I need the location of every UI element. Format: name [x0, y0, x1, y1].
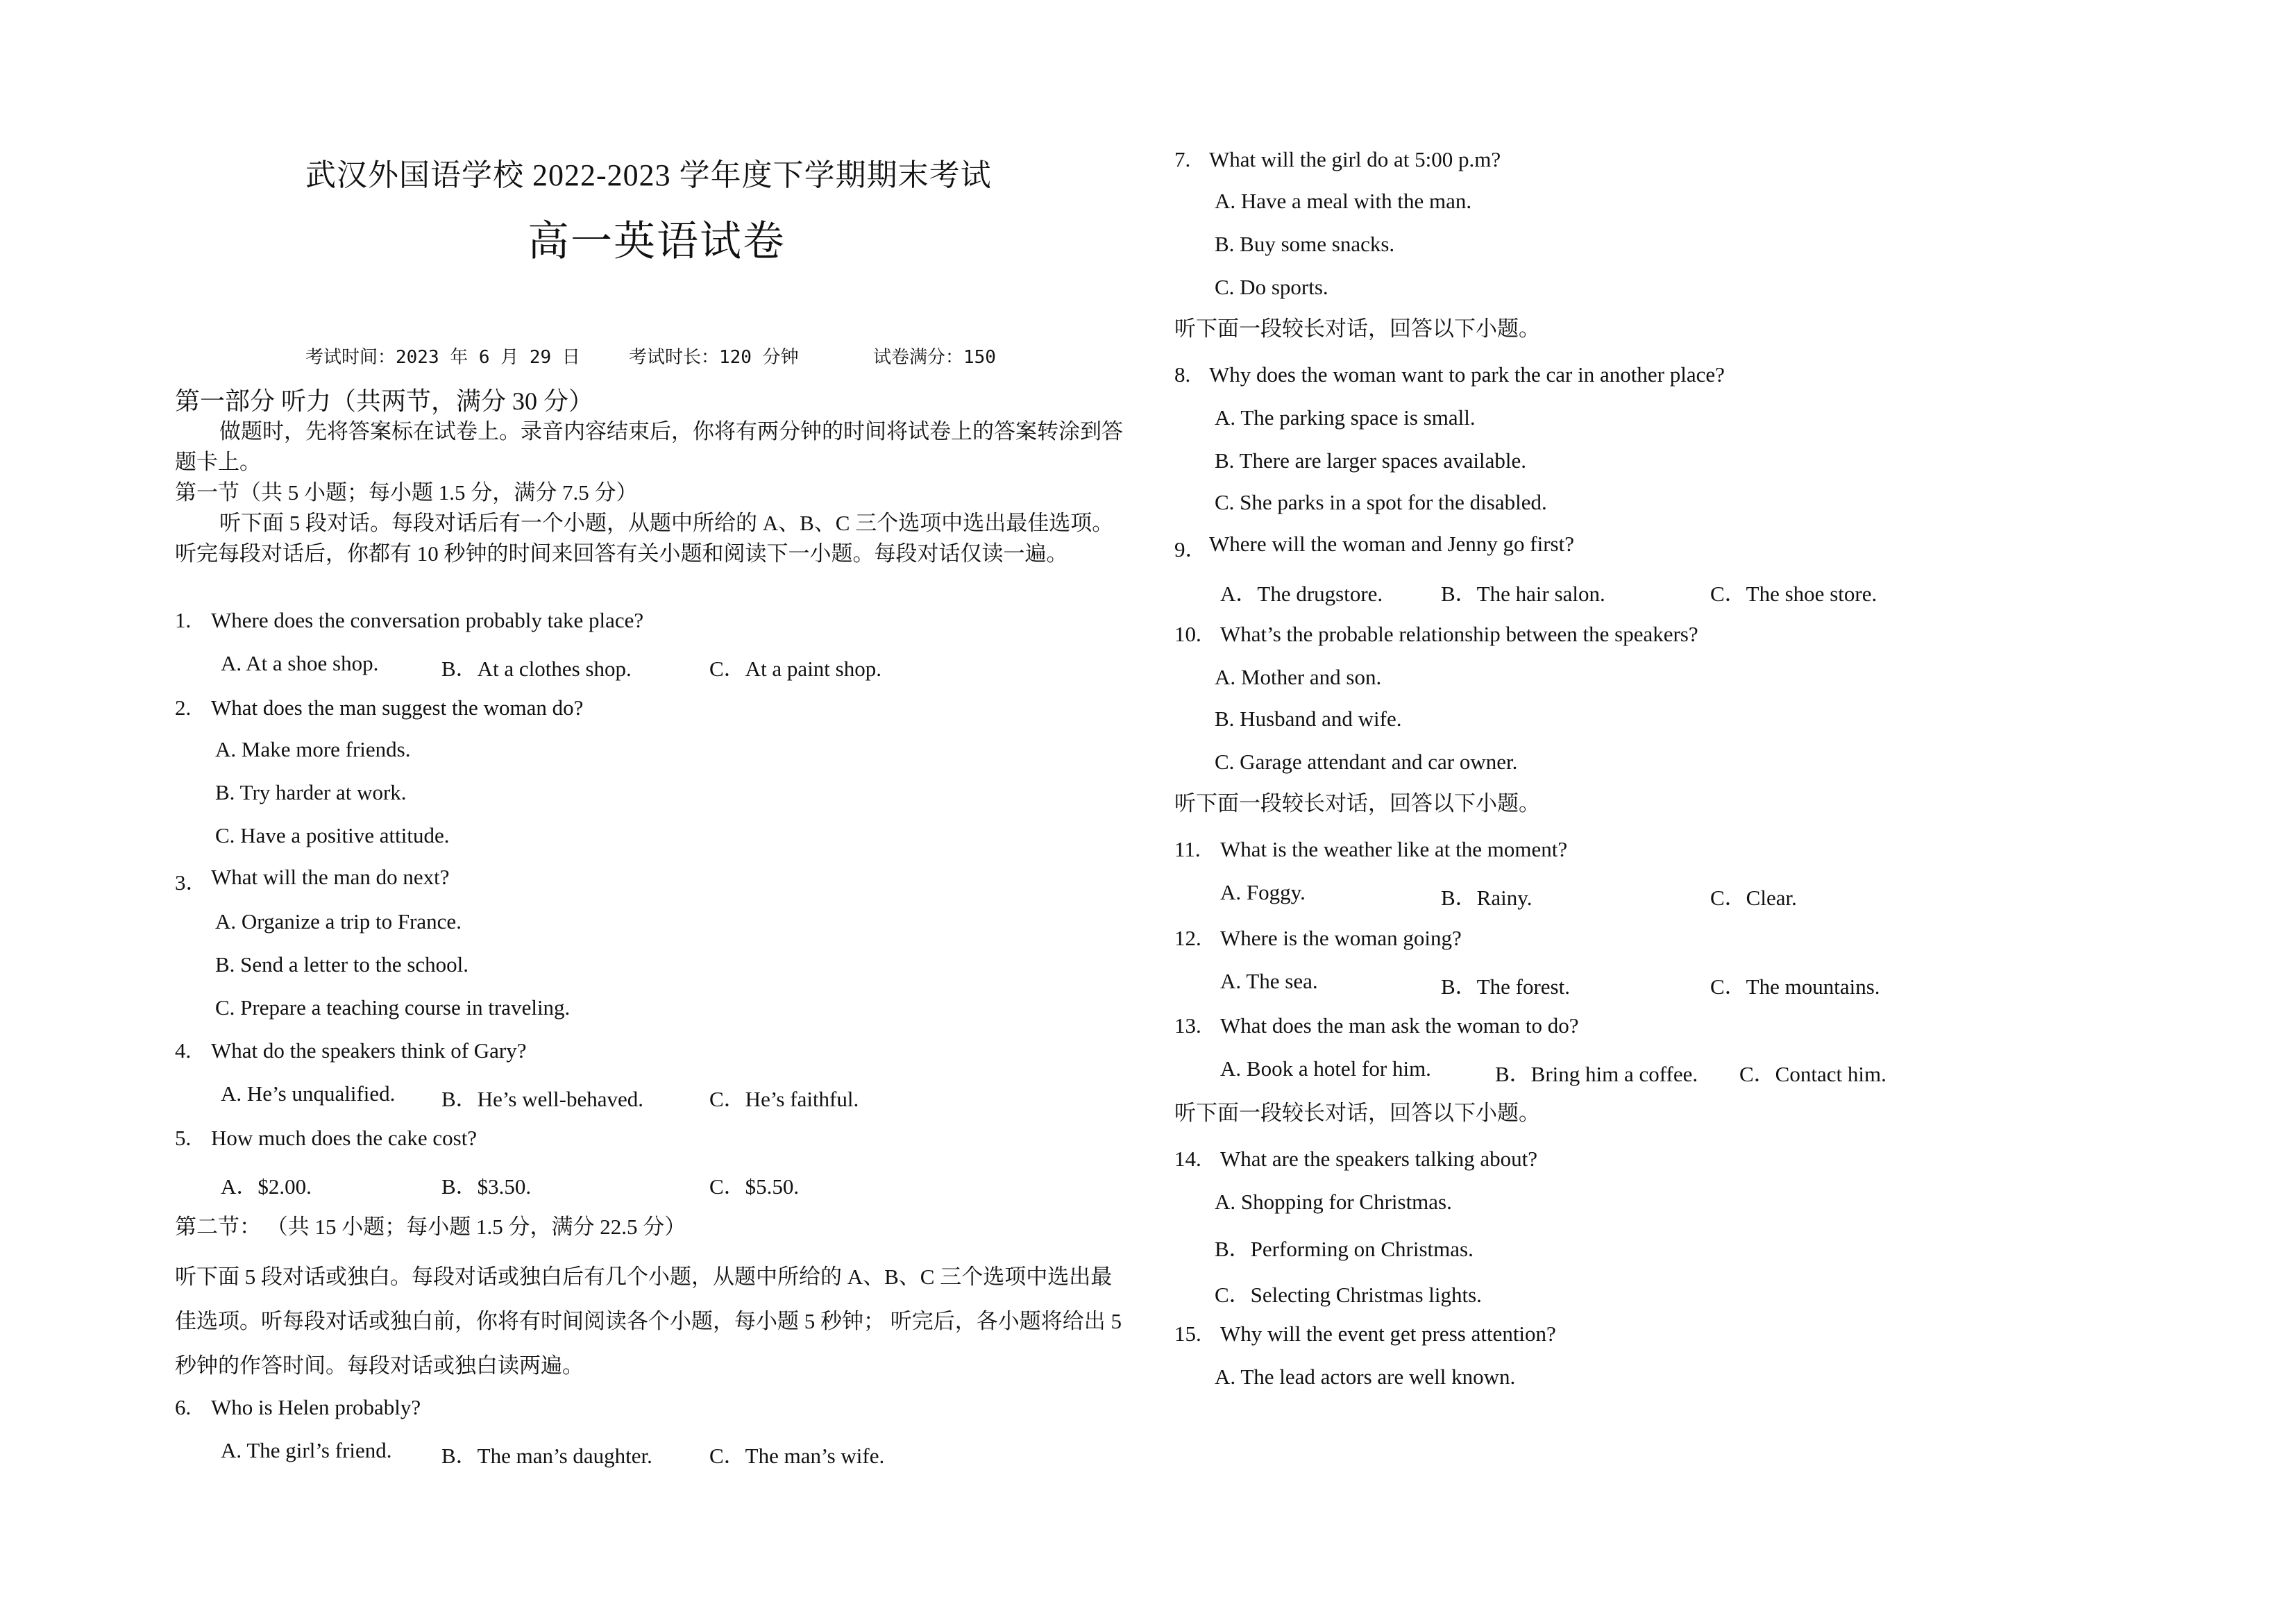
option-b: B．$3.50.: [441, 1174, 532, 1199]
option-b: B. Husband and wife.: [1215, 707, 1402, 731]
option-a: A. Shopping for Christmas.: [1215, 1190, 1452, 1214]
question-text: What will the man do next?: [211, 865, 450, 889]
option-a: A. The parking space is small.: [1215, 405, 1476, 430]
option-a: A. At a shoe shop.: [221, 651, 379, 675]
option-c: C. Garage attendant and car owner.: [1215, 750, 1518, 774]
option-a: A．$2.00.: [221, 1174, 312, 1199]
option-b: B. Send a letter to the school.: [215, 952, 469, 977]
question-number: 9．: [1174, 537, 1207, 561]
question-number: 11.: [1174, 837, 1201, 861]
option-a: A. The sea.: [1220, 969, 1318, 993]
option-c: C．At a paint shop.: [709, 657, 881, 681]
option-b: B．Bring him a coffee.: [1495, 1062, 1698, 1086]
exam-duration: 考试时长：120 分钟: [629, 347, 799, 368]
school-exam-line: 武汉外国语学校 2022-2023 学年度下学期期末考试: [305, 158, 992, 192]
option-c: C．$5.50.: [709, 1174, 800, 1199]
part1-instructions: 做题时，先将答案标在试卷上。录音内容结束后，你将有两分钟的时间将试卷上的答案转涂到答题卡上。: [175, 419, 1123, 474]
question-text: Where will the woman and Jenny go first?: [1209, 532, 1574, 556]
option-b: B．Rainy.: [1441, 886, 1533, 910]
option-c: C. Do sports.: [1215, 275, 1328, 299]
question-text: Who is Helen probably?: [211, 1395, 421, 1419]
option-b: B．The forest.: [1441, 974, 1570, 999]
question-text: Where does the conversation probably take place?: [211, 608, 644, 632]
option-c: C．Contact him.: [1739, 1062, 1886, 1086]
option-a: A. Have a meal with the man.: [1215, 189, 1472, 213]
option-a: A. Foggy.: [1220, 880, 1306, 904]
option-b: B．The man’s daughter.: [441, 1444, 652, 1468]
section2-instructions: 听下面 5 段对话或独白。每段对话或独白后有几个小题，从题中所给的 A、B、C 三个选项中选出最佳选项。听每段对话或独白前，你将有时间阅读各个小题，每小题 5 秒钟； 听完后，各小题将给出 5 秒钟的作答时间。每段对话或独白读两遍。: [175, 1265, 1122, 1378]
question-number: 14.: [1174, 1147, 1201, 1171]
question-number: 15.: [1174, 1321, 1201, 1346]
question-text: What are the speakers talking about?: [1220, 1147, 1538, 1171]
question-number: 10.: [1174, 622, 1201, 646]
question-text: What do the speakers think of Gary?: [211, 1038, 527, 1063]
option-b: B. Buy some snacks.: [1215, 232, 1395, 256]
option-b: B．At a clothes shop.: [441, 657, 632, 681]
section1-instructions: 听下面 5 段对话。每段对话后有一个小题，从题中所给的 A、B、C 三个选项中选出最佳选项。听完每段对话后，你都有 10 秒钟的时间来回答有关小题和阅读下一小题。每段对话仅读一遍。: [175, 511, 1114, 566]
exam-date: 考试时间：2023 年 6 月 29 日: [305, 347, 580, 368]
question-number: 1.: [175, 608, 192, 632]
long-dialogue-note: 听下面一段较长对话，回答以下小题。: [1174, 791, 1540, 816]
option-c: C．Selecting Christmas lights.: [1215, 1283, 1482, 1307]
question-number: 8.: [1174, 362, 1191, 387]
question-number: 2.: [175, 695, 192, 720]
question-text: Why will the event get press attention?: [1220, 1321, 1556, 1346]
question-number: 13.: [1174, 1013, 1201, 1038]
question-text: Where is the woman going?: [1220, 926, 1462, 950]
option-a: A. Make more friends.: [215, 737, 411, 761]
option-c: C．The man’s wife.: [709, 1444, 885, 1468]
option-b: B. Try harder at work.: [215, 780, 407, 804]
option-a: A. Book a hotel for him.: [1220, 1056, 1431, 1081]
exam-title: 高一英语试卷: [527, 219, 786, 264]
question-number: 4.: [175, 1038, 192, 1063]
option-a: A. The girl’s friend.: [221, 1438, 392, 1462]
option-a: A. He’s unqualified.: [221, 1081, 396, 1106]
option-a: A．The drugstore.: [1220, 582, 1383, 606]
option-a: A. Organize a trip to France.: [215, 909, 462, 934]
question-text: How much does the cake cost?: [211, 1126, 478, 1150]
long-dialogue-note: 听下面一段较长对话，回答以下小题。: [1174, 316, 1540, 341]
question-number: 3．: [175, 870, 208, 895]
question-text: Why does the woman want to park the car in another place?: [1209, 362, 1725, 387]
exam-full-marks: 试卷满分：150: [873, 347, 996, 368]
option-c: C. She parks in a spot for the disabled.: [1215, 490, 1547, 514]
question-number: 12.: [1174, 926, 1201, 950]
option-c: C. Have a positive attitude.: [215, 823, 450, 847]
option-c: C．The mountains.: [1710, 974, 1880, 999]
question-number: 5.: [175, 1126, 192, 1150]
question-text: What’s the probable relationship between the speakers?: [1220, 622, 1698, 646]
option-b: B. There are larger spaces available.: [1215, 448, 1526, 473]
question-number: 7.: [1174, 147, 1191, 171]
part1-title: 第一部分 听力（共两节，满分 30 分）: [175, 387, 594, 415]
option-c: C．He’s faithful.: [709, 1087, 859, 1111]
option-c: C．Clear.: [1710, 886, 1797, 910]
question-number: 6.: [175, 1395, 192, 1419]
option-b: B．He’s well-behaved.: [441, 1087, 643, 1111]
section1-title: 第一节（共 5 小题；每小题 1.5 分，满分 7.5 分）: [175, 480, 638, 505]
question-text: What will the girl do at 5:00 p.m?: [1209, 147, 1501, 171]
option-b: B．The hair salon.: [1441, 582, 1605, 606]
question-text: What does the man suggest the woman do?: [211, 695, 584, 720]
long-dialogue-note: 听下面一段较长对话，回答以下小题。: [1174, 1101, 1540, 1125]
question-text: What is the weather like at the moment?: [1220, 837, 1568, 861]
option-c: C. Prepare a teaching course in traveling.: [215, 995, 571, 1020]
question-text: What does the man ask the woman to do?: [1220, 1013, 1579, 1038]
option-c: C．The shoe store.: [1710, 582, 1877, 606]
section2-title: 第二节： （共 15 小题；每小题 1.5 分，满分 22.5 分）: [175, 1215, 686, 1239]
option-a: A. Mother and son.: [1215, 665, 1382, 689]
option-b: B．Performing on Christmas.: [1215, 1237, 1474, 1261]
option-a: A. The lead actors are well known.: [1215, 1365, 1516, 1389]
